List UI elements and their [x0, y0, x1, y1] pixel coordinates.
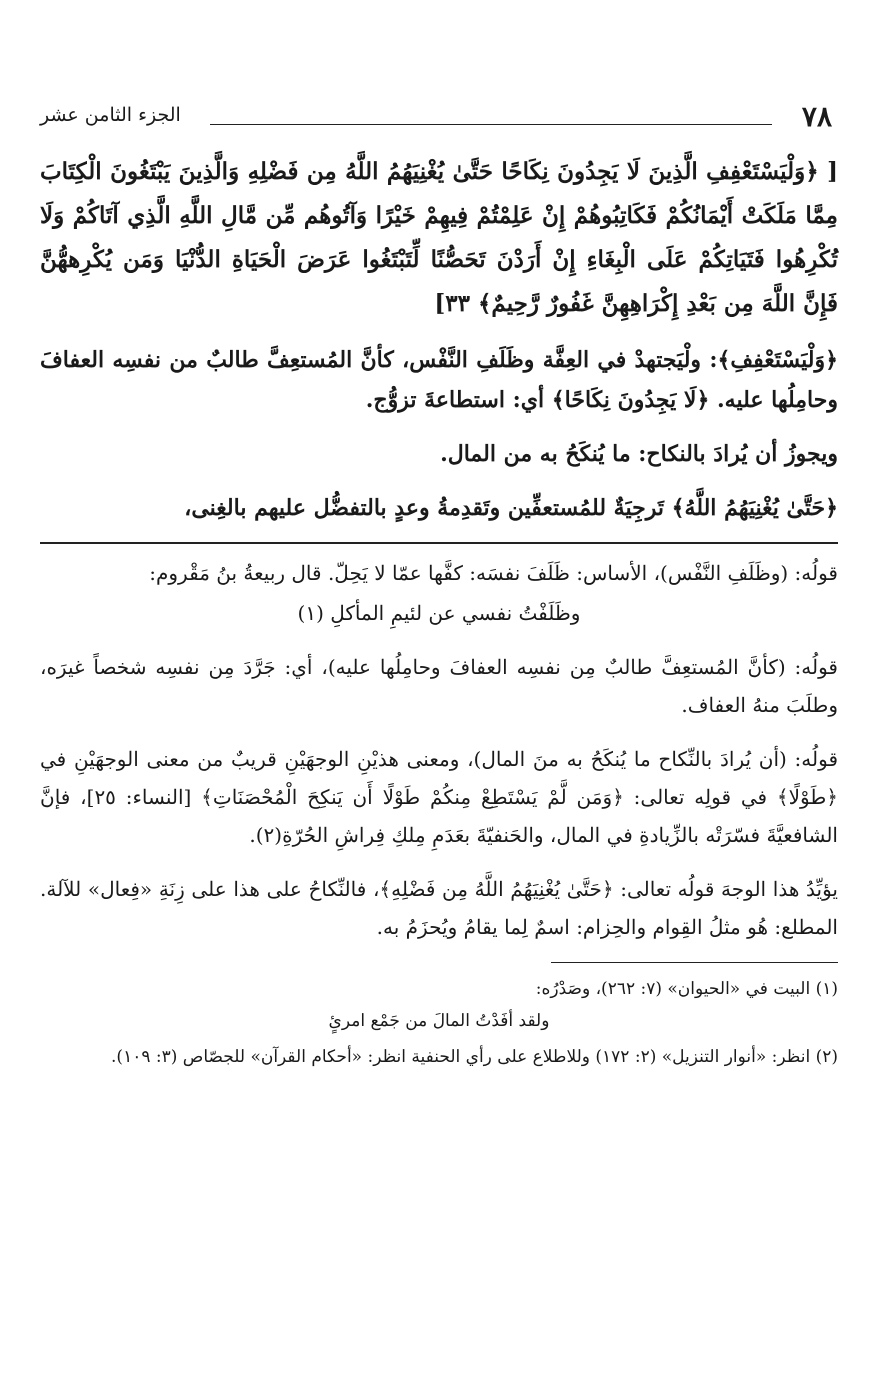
- footnote: (٢) انظر: «أنوار التنزيل» (٢: ١٧٢) وللاطلاع على رأي الحنفية انظر: «أحكام القرآن» للجصّاص (٣: ١٠٩).: [111, 1047, 838, 1067]
- footnote: (١) البيت في «الحيوان» (٧: ٢٦٢)، وصَدْرُه:: [535, 979, 838, 999]
- commentary-paragraph: ﴿حَتَّىٰ يُغْنِيَهُمُ اللَّهُ﴾ تَرجِيَةٌ للمُستعفِّين وتَقدِمةُ وعدٍ بالتفضُّل عليهم بالغِنى،: [184, 495, 838, 521]
- gloss-paragraph: يؤيِّدُ هذا الوجهَ قولُه تعالى: ﴿حَتَّىٰ يُغْنِيَهُمُ اللَّهُ مِن فَضْلِهِ﴾، فالنِّكاحُ على هذا على زِنَةِ «فِعال» للآلة. المطلع: هُو مثلُ القِوام والحِزام: اسمٌ لِما يقامُ ويُحزَمُ به.: [40, 877, 838, 939]
- gloss-paragraph: قولُه: (وظَلَفِ النَّفْس)، الأساس: ظَلَفَ نفسَه: كفَّها عمّا لا يَحِلّ. قال ربيعةُ بنُ مَقْروم:: [149, 561, 838, 585]
- commentary-paragraph: ﴿وَلْيَسْتَعْفِفِ﴾: ولْيَجتهدْ في العِفَّة وظَلَفِ النَّفْس، كأنَّ المُستعِفَّ طالبٌ من نفسِه العفافَ وحامِلُها عليه. ﴿لَا يَجِدُونَ نِكَاحًا﴾ أي: استطاعةَ تزوُّج.: [40, 347, 838, 413]
- page-body: [40, 150, 838, 1073]
- gloss-paragraph: قولُه: (أن يُرادَ بالنِّكاح ما يُنكَحُ به منَ المال)، ومعنى هذيْنِ الوجهَيْنِ قريبٌ من معنى الوجهَيْنِ في ﴿طَوْلًا﴾ في قولِه تعالى: ﴿وَمَن لَّمْ يَسْتَطِعْ مِنكُمْ طَوْلًا أَن يَنكِحَ الْمُحْصَنَاتِ﴾ [النساء: ٢٥]، فإنَّ الشافعيَّةَ فسّرَتْه بالزِّيادةِ في المال، والحَنفيّةَ بعَدَمِ مِلكِ فِراشِ الحُرّةِ(٢).: [40, 747, 838, 847]
- gloss-verse: وظَلَفْتُ نفسي عن لئيمِ المأكلِ (١): [297, 601, 581, 625]
- header-rule: [210, 124, 772, 125]
- page-header: [40, 100, 832, 140]
- footnote-verse: ولقد أفَدْتُ المالَ من جَمْع امرئٍ: [328, 1011, 550, 1031]
- section-divider: [40, 542, 838, 544]
- commentary-paragraph: ويجوزُ أن يُرادَ بالنكاح: ما يُنكَحُ به من المال.: [440, 441, 838, 467]
- running-title: الجزء الثامن عشر: [40, 104, 181, 126]
- page-number: ٧٨: [801, 100, 832, 133]
- footnote-divider: [551, 962, 838, 963]
- quran-verse: [ ﴿وَلْيَسْتَعْفِفِ الَّذِينَ لَا يَجِدُونَ نِكَاحًا حَتَّىٰ يُغْنِيَهُمُ اللَّهُ مِن فَضْلِهِ وَالَّذِينَ يَبْتَغُونَ الْكِتَابَ مِمَّا مَلَكَتْ أَيْمَانُكُمْ فَكَاتِبُوهُمْ إِنْ عَلِمْتُمْ فِيهِمْ خَيْرًا وَآتُوهُم مِّن مَّالِ اللَّهِ الَّذِي آتَاكُمْ وَلَا تُكْرِهُوا فَتَيَاتِكُمْ عَلَى الْبِغَاءِ إِنْ أَرَدْنَ تَحَصُّنًا لِّتَبْتَغُوا عَرَضَ الْحَيَاةِ الدُّنْيَا وَمَن يُكْرِههُّنَّ فَإِنَّ اللَّهَ مِن بَعْدِ إِكْرَاهِهِنَّ غَفُورٌ رَّحِيمٌ﴾ ٣٣]: [40, 158, 838, 317]
- gloss-paragraph: قولُه: (كأنَّ المُستعِفَّ طالبٌ مِن نفسِه العفافَ وحامِلُها عليه)، أي: جَرَّدَ مِن نفسِه شخصاً غيرَه، وطلَبَ منهُ العفاف.: [40, 655, 838, 717]
